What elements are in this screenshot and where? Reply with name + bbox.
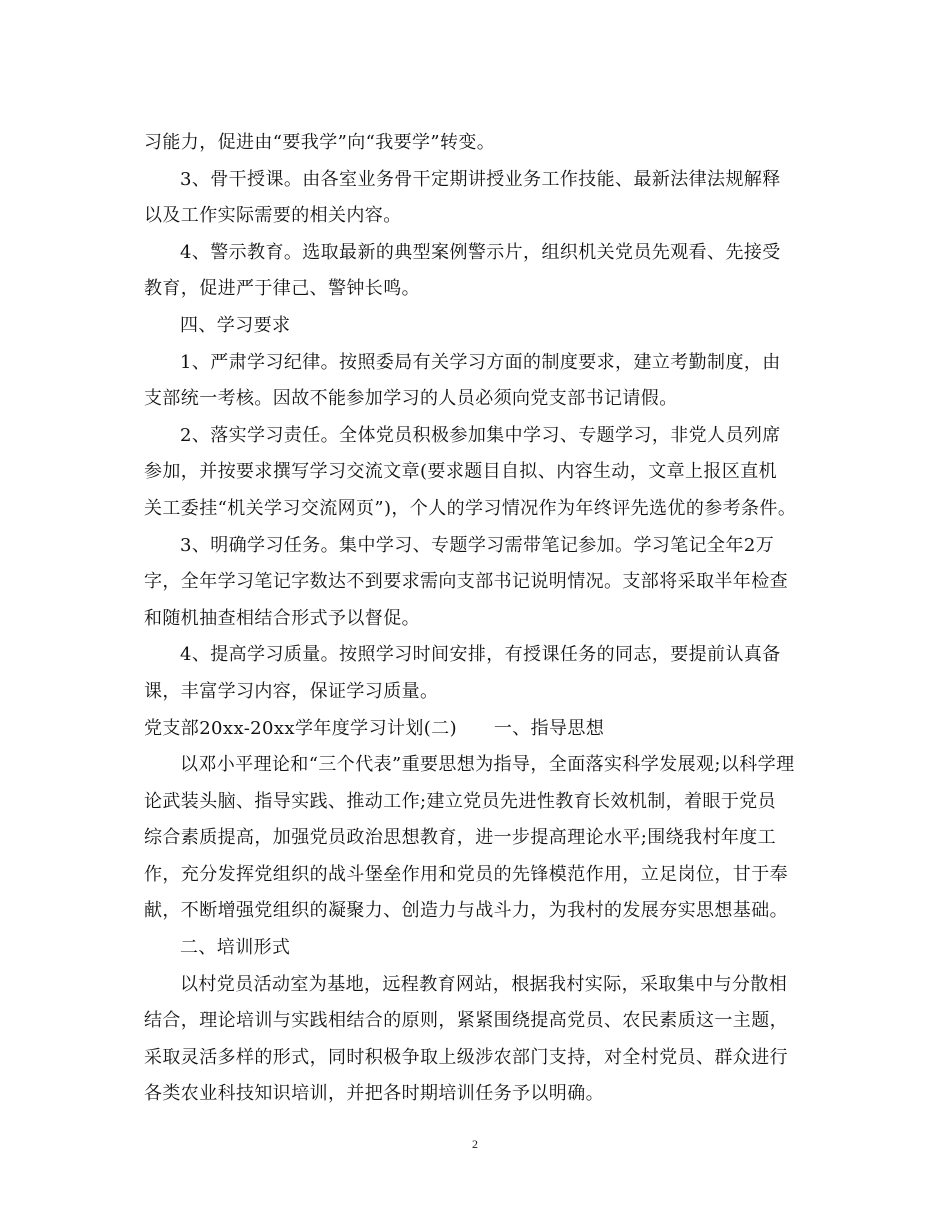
text-line: 论武装头脑、指导实践、推动工作;建立党员先进性教育长效机制，着眼于党员 [144, 790, 777, 812]
text-line: 教育，促进严于律己、警钟长鸣。 [144, 278, 420, 300]
text-line: 采取灵活多样的形式，同时积极争取上级涉农部门支持，对全村党员、群众进行 [144, 1046, 788, 1068]
text-line: 以村党员活动室为基地，远程教育网站，根据我村实际，采取集中与分散相 [180, 973, 788, 995]
text-line: 4、警示教育。选取最新的典型案例警示片，组织机关党员先观看、先接受 [180, 241, 781, 263]
text-line: 关工委挂“机关学习交流网页”)，个人的学习情况作为年终评先选优的参考条件。 [144, 497, 797, 519]
section-heading: 二、培训形式 [180, 937, 291, 959]
text-line: 2、落实学习责任。全体党员积极参加集中学习、专题学习，非党人员列席 [180, 424, 781, 446]
text-line: 以及工作实际需要的相关内容。 [144, 205, 402, 227]
text-line: 献，不断增强党组织的凝聚力、创造力与战斗力，为我村的发展夯实思想基础。 [144, 900, 788, 922]
section-heading: 四、学习要求 [180, 314, 291, 336]
text-line: 3、明确学习任务。集中学习、专题学习需带笔记参加。学习笔记全年2万 [180, 534, 775, 556]
text-line: 综合素质提高，加强党员政治思想教育，进一步提高理论水平;围绕我村年度工 [144, 827, 777, 849]
text-line: 字，全年学习笔记字数达不到要求需向支部书记说明情况。支部将采取半年检查 [144, 571, 788, 593]
text-line: 参加，并按要求撰写学习交流文章(要求题目自拟、内容生动，文章上报区直机 [144, 461, 778, 483]
page-number: 2 [472, 1137, 478, 1151]
text-line: 各类农业科技知识培训，并把各时期培训任务予以明确。 [144, 1083, 604, 1105]
document-body [144, 125, 809, 1113]
text-line: 1、严肃学习纪律。按照委局有关学习方面的制度要求，建立考勤制度，由 [180, 351, 781, 373]
text-line: 支部统一考核。因故不能参加学习的人员必须向党支部书记请假。 [144, 388, 678, 410]
document-subtitle: 党支部20xx-20xx学年度学习计划(二) 一、指导思想 [144, 717, 605, 739]
text-line: 作，充分发挥党组织的战斗堡垒作用和党员的先锋模范作用，立足岗位，甘于奉 [144, 863, 788, 885]
text-line: 以邓小平理论和“三个代表”重要思想为指导，全面落实科学发展观;以科学理 [180, 754, 795, 776]
text-line: 4、提高学习质量。按照学习时间安排，有授课任务的同志，要提前认真备 [180, 644, 781, 666]
text-line: 课，丰富学习内容，保证学习质量。 [144, 680, 439, 702]
text-line: 结合，理论培训与实践相结合的原则，紧紧围绕提高党员、农民素质这一主题， [144, 1010, 788, 1032]
text-line: 和随机抽查相结合形式予以督促。 [144, 607, 420, 629]
text-line: 3、骨干授课。由各室业务骨干定期讲授业务工作技能、最新法律法规解释 [180, 168, 781, 190]
text-line: 习能力，促进由“要我学”向“我要学”转变。 [144, 132, 496, 153]
